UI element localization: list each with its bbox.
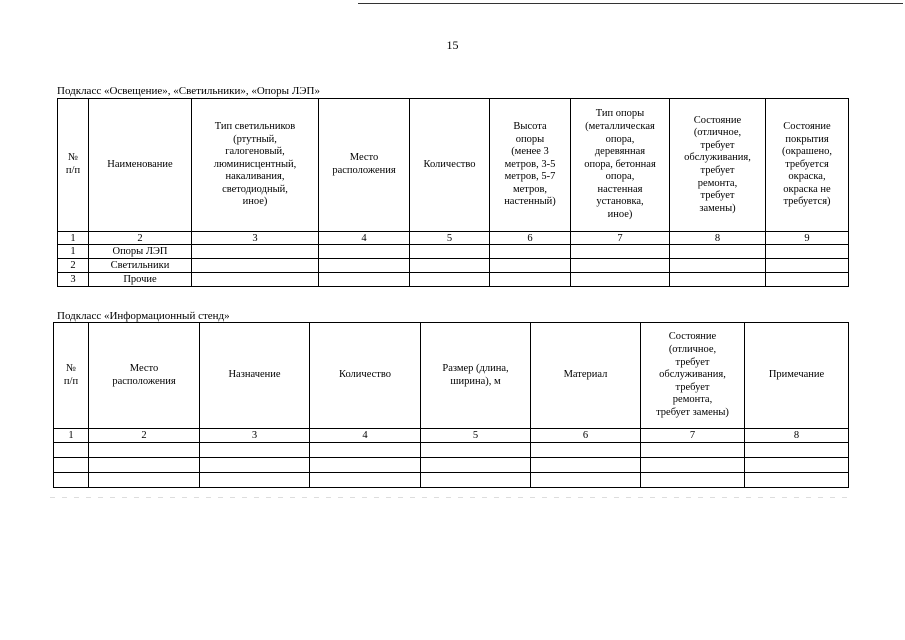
header-cell-number: № п/п [58, 99, 89, 232]
table-header-row [54, 323, 849, 429]
header-cell-number: № п/п [54, 323, 89, 429]
empty-cell [319, 259, 410, 273]
empty-cell [192, 273, 319, 287]
empty-cell [310, 458, 421, 473]
empty-cell [192, 259, 319, 273]
column-number: 4 [319, 232, 410, 245]
empty-cell [89, 473, 200, 488]
empty-cell [745, 443, 849, 458]
empty-cell [490, 259, 571, 273]
empty-cell [766, 245, 849, 259]
scan-artifact-line [50, 497, 850, 498]
column-number: 9 [766, 232, 849, 245]
header-cell-condition: Состояние (отличное, требует обслуживания, требует ремонта, требует замены) [641, 323, 745, 429]
column-number: 2 [89, 232, 192, 245]
empty-cell [531, 458, 641, 473]
table-row [54, 458, 849, 473]
lighting-subclass-caption: Подкласс «Освещение», «Светильники», «Опоры ЛЭП» [57, 85, 320, 97]
header-cell-pole-height: Высота опоры (менее 3 метров, 3-5 метров, 5-7 метров, настенный) [490, 99, 571, 232]
column-number: 5 [410, 232, 490, 245]
empty-cell [766, 273, 849, 287]
empty-cell [89, 458, 200, 473]
empty-cell [531, 473, 641, 488]
empty-cell [89, 443, 200, 458]
empty-cell [319, 245, 410, 259]
table-row [54, 473, 849, 488]
header-cell-lamp-type: Тип светильников (ртутный, галогеновый, люминисцентный, накаливания, светодиодный, иное) [192, 99, 319, 232]
row-number: 1 [58, 245, 89, 259]
empty-cell [421, 443, 531, 458]
column-number: 1 [58, 232, 89, 245]
table-row [58, 273, 849, 287]
table-row [58, 245, 849, 259]
row-name: Прочие [89, 273, 192, 287]
top-rule [358, 3, 903, 4]
header-cell-condition: Состояние (отличное, требует обслуживания, требует ремонта, требует замены) [670, 99, 766, 232]
empty-cell [641, 473, 745, 488]
empty-cell [54, 443, 89, 458]
table-header-row [58, 99, 849, 232]
empty-cell [410, 259, 490, 273]
empty-cell [192, 245, 319, 259]
table-row [58, 259, 849, 273]
empty-cell [200, 443, 310, 458]
empty-cell [641, 458, 745, 473]
table-row [54, 443, 849, 458]
column-number: 5 [421, 429, 531, 443]
column-number: 8 [670, 232, 766, 245]
empty-cell [421, 473, 531, 488]
empty-cell [310, 473, 421, 488]
column-number: 3 [200, 429, 310, 443]
empty-cell [490, 273, 571, 287]
column-number: 7 [641, 429, 745, 443]
empty-cell [745, 458, 849, 473]
header-cell-coating-condition: Состояние покрытия (окрашено, требуется окраска, окраска не требуется) [766, 99, 849, 232]
header-cell-name: Наименование [89, 99, 192, 232]
lighting-table [57, 98, 849, 287]
empty-cell [54, 473, 89, 488]
empty-cell [410, 245, 490, 259]
column-number: 1 [54, 429, 89, 443]
header-cell-location: Место расположения [89, 323, 200, 429]
empty-cell [200, 458, 310, 473]
empty-cell [670, 259, 766, 273]
column-number: 4 [310, 429, 421, 443]
empty-cell [54, 458, 89, 473]
column-number: 6 [490, 232, 571, 245]
empty-cell [670, 245, 766, 259]
info-stand-table [53, 322, 849, 488]
empty-cell [319, 273, 410, 287]
empty-cell [745, 473, 849, 488]
row-number: 2 [58, 259, 89, 273]
column-number: 3 [192, 232, 319, 245]
empty-cell [490, 245, 571, 259]
header-cell-material: Материал [531, 323, 641, 429]
column-number: 6 [531, 429, 641, 443]
column-number: 7 [571, 232, 670, 245]
empty-cell [531, 443, 641, 458]
row-name: Светильники [89, 259, 192, 273]
empty-cell [571, 273, 670, 287]
header-cell-quantity: Количество [410, 99, 490, 232]
column-number-row [58, 232, 849, 245]
empty-cell [200, 473, 310, 488]
empty-cell [641, 443, 745, 458]
header-cell-note: Примечание [745, 323, 849, 429]
column-number-row [54, 429, 849, 443]
empty-cell [571, 259, 670, 273]
header-cell-pole-type: Тип опоры (металлическая опора, деревянная опора, бетонная опора, настенная установка, иное) [571, 99, 670, 232]
row-number: 3 [58, 273, 89, 287]
header-cell-location: Место расположения [319, 99, 410, 232]
column-number: 8 [745, 429, 849, 443]
empty-cell [421, 458, 531, 473]
empty-cell [310, 443, 421, 458]
empty-cell [766, 259, 849, 273]
header-cell-purpose: Назначение [200, 323, 310, 429]
empty-cell [410, 273, 490, 287]
header-cell-size: Размер (длина, ширина), м [421, 323, 531, 429]
header-cell-quantity: Количество [310, 323, 421, 429]
info-stand-subclass-caption: Подкласс «Информационный стенд» [57, 310, 230, 322]
row-name: Опоры ЛЭП [89, 245, 192, 259]
column-number: 2 [89, 429, 200, 443]
page-number: 15 [446, 38, 459, 52]
empty-cell [670, 273, 766, 287]
empty-cell [571, 245, 670, 259]
